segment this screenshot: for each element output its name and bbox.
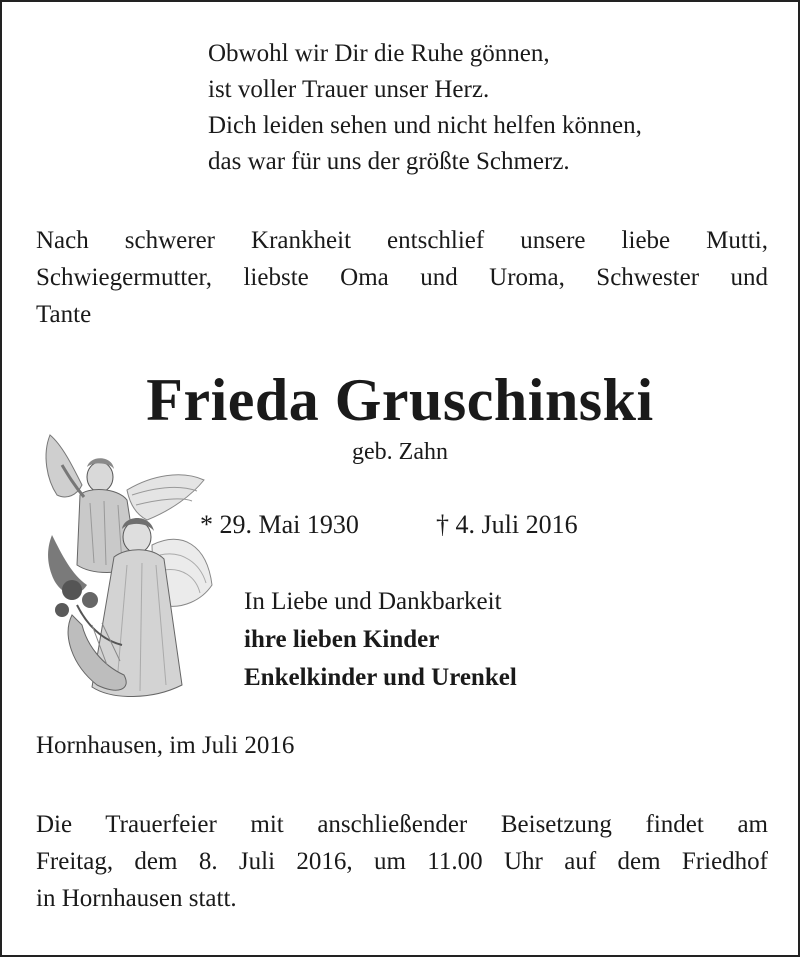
funeral-line: Die Trauerfeier mit anschließender Beisetzung findet am — [36, 811, 768, 838]
funeral-line: Freitag, dem 8. Juli 2016, um 11.00 Uhr auf dem Friedhof — [36, 848, 768, 875]
place-date: Hornhausen, im Juli 2016 — [36, 732, 295, 759]
intro-text — [36, 222, 768, 333]
thanks-line: In Liebe und Dankbarkeit — [244, 588, 502, 615]
intro-line: Tante — [36, 301, 92, 328]
poem-line: ist voller Trauer unser Herz. — [208, 76, 490, 103]
poem-line: Dich leiden sehen und nicht helfen können, — [208, 112, 642, 139]
maiden-name: geb. Zahn — [352, 439, 448, 465]
mourners-children: ihre lieben Kinder — [244, 626, 440, 653]
angels-illustration-icon — [32, 425, 217, 715]
funeral-line: in Hornhausen statt. — [36, 885, 237, 912]
mourners-grandchildren: Enkelkinder und Urenkel — [244, 664, 517, 691]
deceased-name: Frieda Gruschinski — [146, 367, 654, 433]
funeral-notice — [36, 806, 768, 917]
birth-date: * 29. Mai 1930 — [200, 510, 359, 539]
poem — [208, 36, 642, 180]
poem-line: Obwohl wir Dir die Ruhe gönnen, — [208, 40, 550, 67]
intro-line: Nach schwerer Krankheit entschlief unsere liebe Mutti, — [36, 227, 768, 254]
intro-line: Schwiegermutter, liebste Oma und Uroma, Schwester und — [36, 264, 768, 291]
death-date: † 4. Juli 2016 — [436, 510, 578, 539]
poem-line: das war für uns der größte Schmerz. — [208, 148, 570, 175]
mourners-block — [244, 583, 517, 697]
